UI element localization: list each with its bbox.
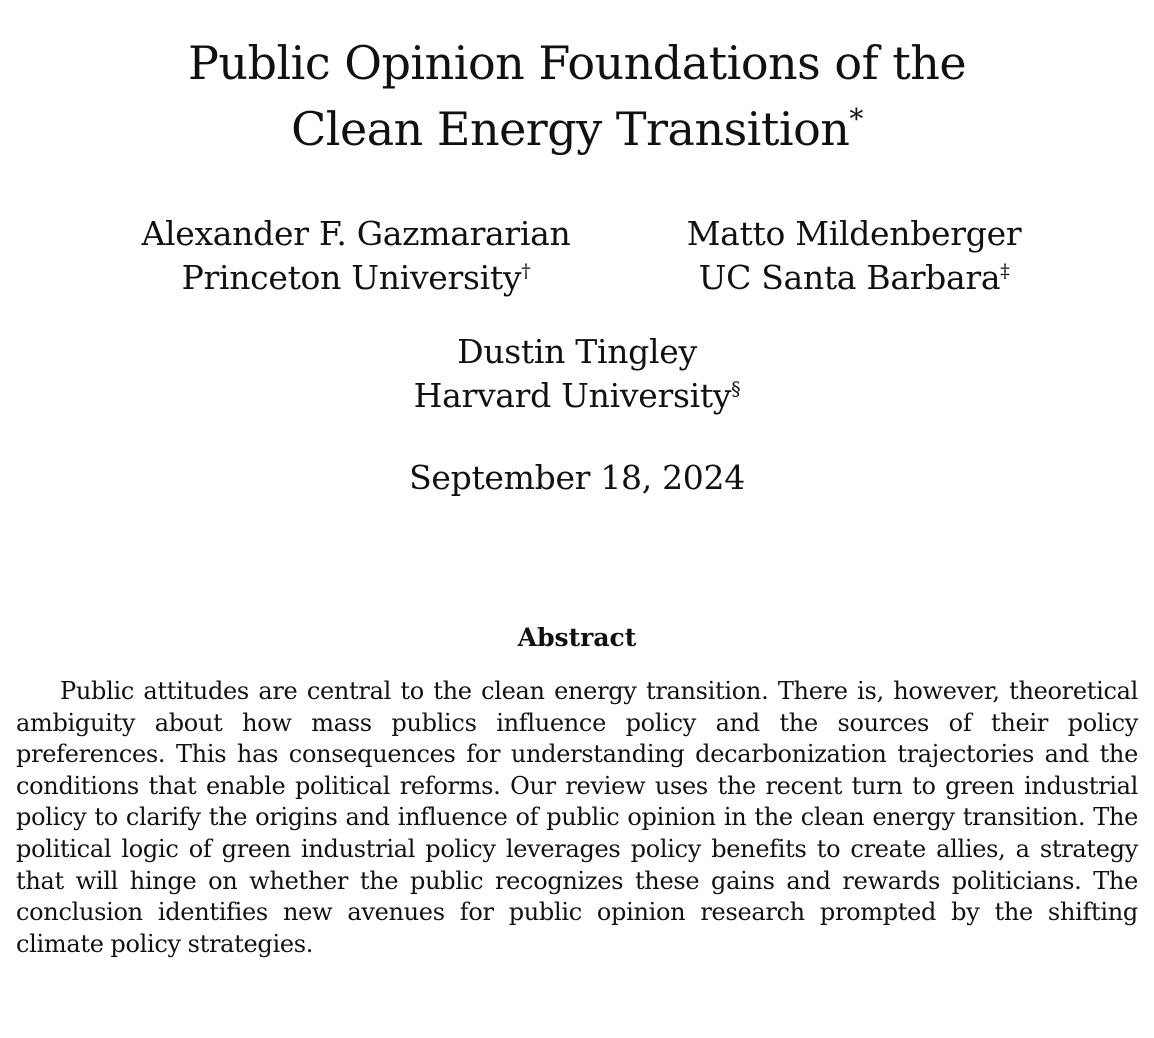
author-name: Dustin Tingley <box>457 332 697 371</box>
publication-date: September 18, 2024 <box>409 458 745 497</box>
author-block <box>100 212 612 300</box>
abstract-text: Public attitudes are central to the clean energy transition. There is, however, theoretical ambiguity about how mass publics influence policy and the sources of their policy preferences. This has consequences for understanding decarbonization trajectories and the conditions that enable political reforms. Our review uses the recent turn to green industrial policy to clarify the origins and influence of public opinion in the clean energy transition. The political logic of green industrial policy leverages policy benefits to create allies, a strategy that will hinge on whether the public recognizes these gains and rewards politicians. The conclusion identifies new avenues for public opinion research prompted by the shifting climate policy strategies. <box>16 677 1138 958</box>
abstract-heading: Abstract <box>517 623 637 652</box>
author-affiliation <box>100 256 612 300</box>
author-affiliation <box>620 256 1088 300</box>
author-name: Matto Mildenberger <box>686 214 1022 253</box>
affiliation-footnote-mark: ‡ <box>1000 260 1010 282</box>
title-footnote-mark: * <box>849 102 863 136</box>
author-name: Alexander F. Gazmararian <box>141 214 571 253</box>
affiliation-text: UC Santa Barbara <box>698 258 1001 297</box>
affiliation-text: Princeton University <box>181 258 522 297</box>
author-affiliation <box>0 374 1154 418</box>
affiliation-footnote-mark: † <box>521 260 531 282</box>
paper-title <box>0 30 1154 162</box>
affiliation-footnote-mark: § <box>731 378 741 400</box>
affiliation-text: Harvard University <box>413 376 732 415</box>
title-line-2: Clean Energy Transition <box>291 102 850 156</box>
author-block <box>620 212 1088 300</box>
title-line-1: Public Opinion Foundations of the <box>187 36 967 90</box>
author-block <box>0 330 1154 418</box>
